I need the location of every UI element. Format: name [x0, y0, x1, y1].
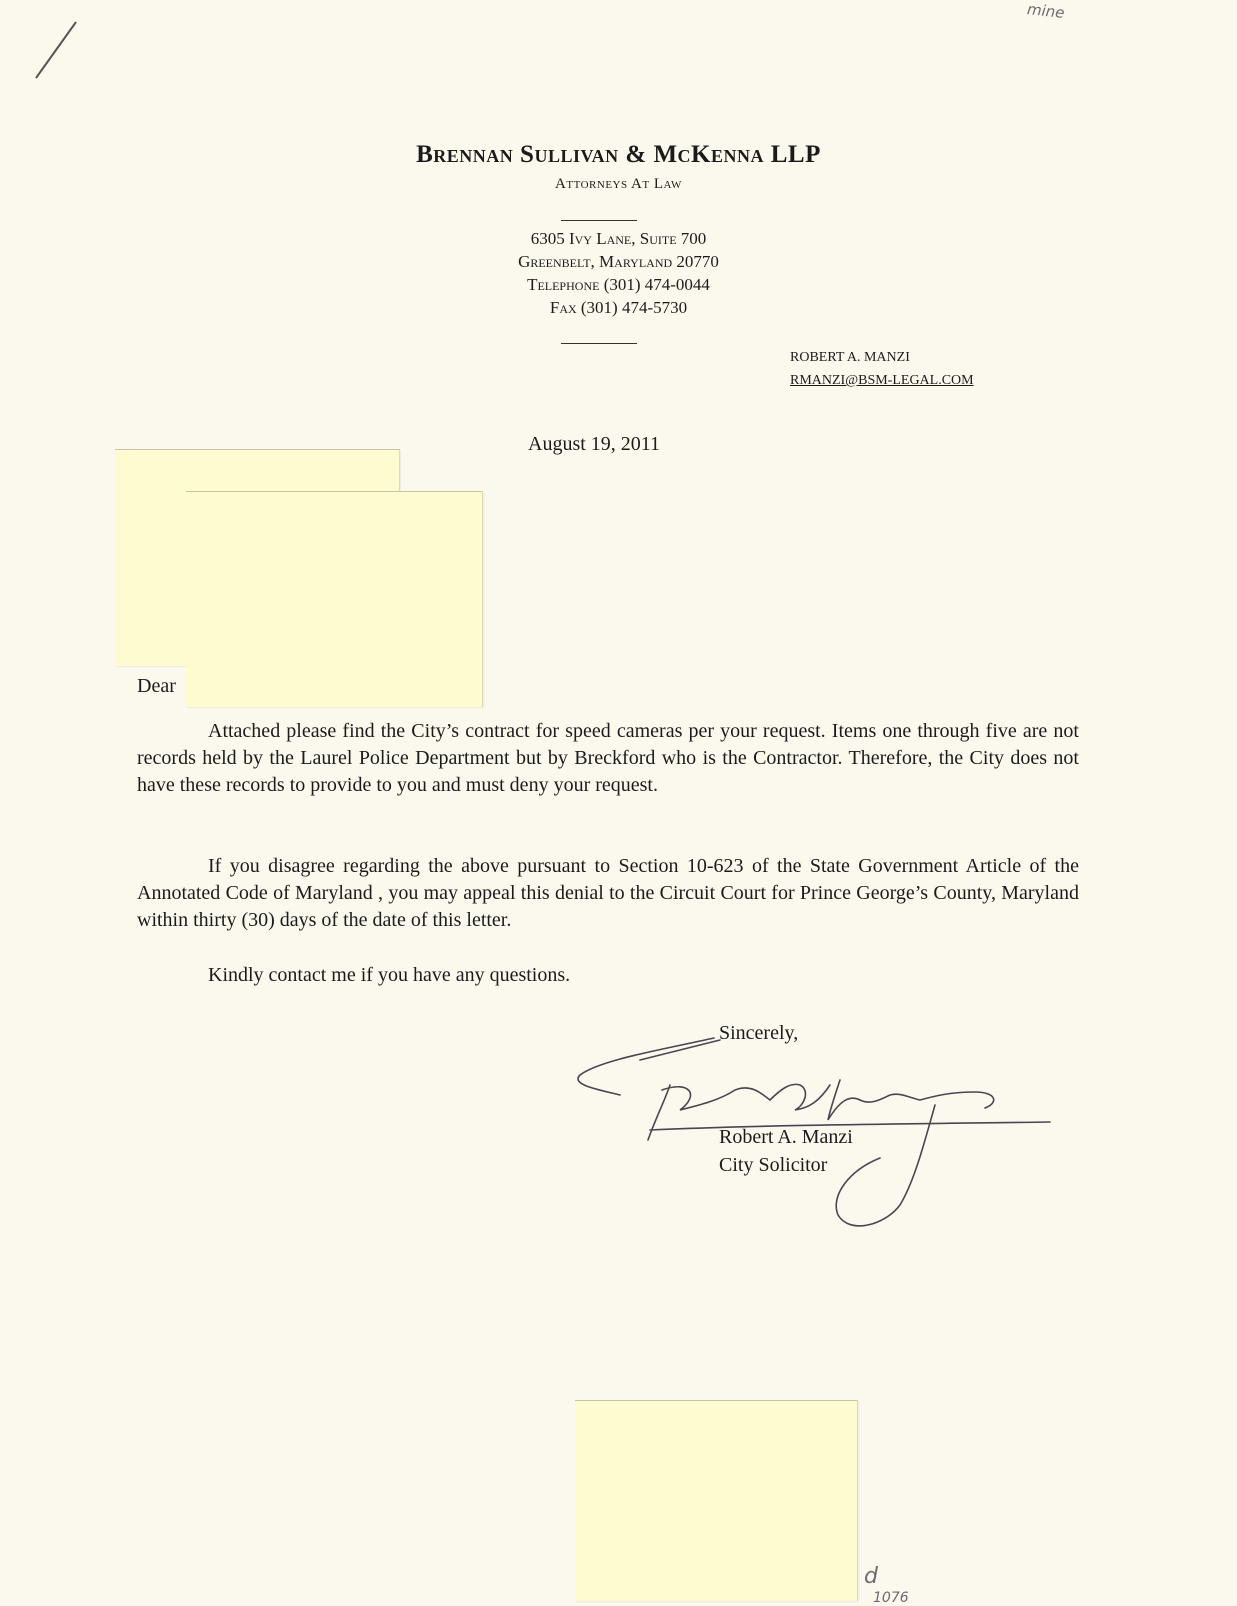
- firm-name: Brennan Sullivan & McKenna LLP: [416, 141, 821, 168]
- fax-line: Fax (301) 474-5730: [549, 298, 688, 317]
- firm-subtitle: Attorneys At Law: [555, 176, 682, 192]
- handwritten-mark: d: [864, 1564, 878, 1589]
- body-paragraph-2: If you disagree regarding the above pursuant to Section 10-623 of the State Government Article of the Annotated Code of Maryland , you may appeal this denial to the Circuit Court for Prince George’s County, Maryland within thirty (30) days of the date of this letter.: [137, 855, 1079, 931]
- attorney-name: ROBERT A. MANZI: [790, 350, 910, 365]
- closing-valediction: Sincerely,: [719, 1022, 799, 1044]
- salutation: Dear: [137, 675, 176, 697]
- sticky-note-redaction-3: [575, 1400, 858, 1601]
- body-paragraph-1: Attached please find the City’s contract for speed cameras per your request. Items one through five are not records held by the Laurel Police Department but by Breckford who is the Contractor. Therefore, the City does not have these records to provide to you and must deny your request.: [137, 720, 1079, 796]
- letterhead-divider-bottom: [561, 343, 637, 344]
- handwritten-note: mine: [1026, 0, 1066, 22]
- attorney-email-link[interactable]: RMANZI@BSM-LEGAL.COM: [790, 373, 974, 388]
- letter-date: August 19, 2011: [528, 433, 661, 455]
- letterhead-divider-top: [561, 220, 637, 221]
- body-paragraph-3: Kindly contact me if you have any questions.: [208, 964, 571, 986]
- signer-name: Robert A. Manzi: [719, 1126, 853, 1148]
- signer-title: City Solicitor: [719, 1154, 828, 1176]
- corner-pen-mark: [36, 22, 76, 78]
- address-line-1: 6305 Ivy Lane, Suite 700: [530, 229, 707, 248]
- address-line-2: Greenbelt, Maryland 20770: [518, 252, 719, 271]
- sticky-note-redaction-2: [186, 491, 483, 707]
- handwritten-number: 1076: [873, 1590, 909, 1606]
- telephone-line: Telephone (301) 474-0044: [527, 275, 710, 294]
